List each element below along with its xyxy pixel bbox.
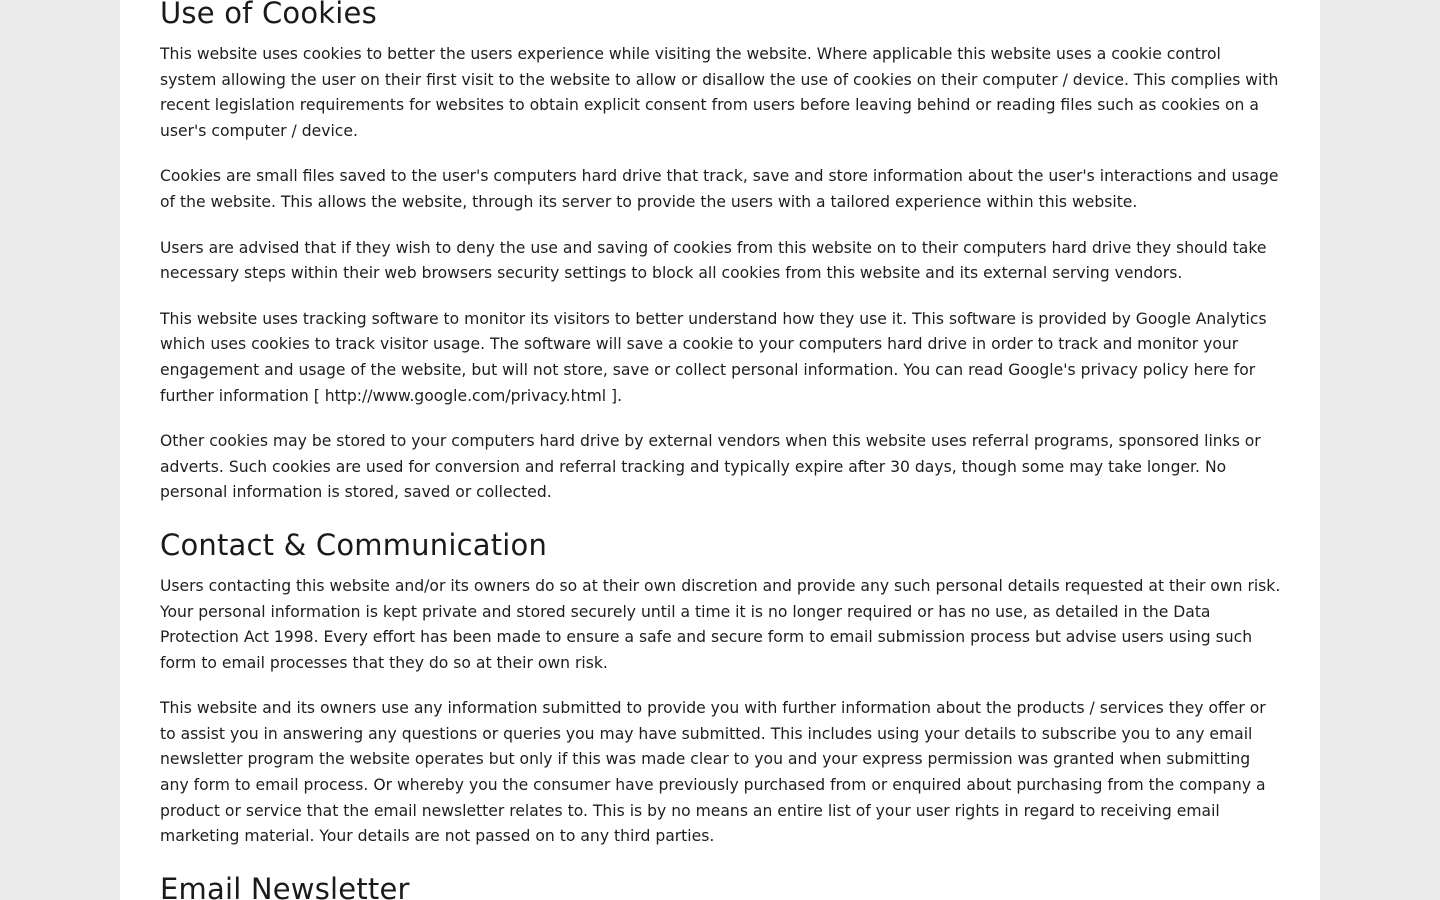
policy-content <box>160 0 1282 900</box>
paragraph-contact-2: This website and its owners use any information submitted to provide you with further information about the products / services they offer or to assist you in answering any questions or queries you may have submitted. This includes using your details to subscribe you to any email newsletter program the website operates but only if this was made clear to you and your express permission was granted when submitting any form to email process. Or whereby you the consumer have previously purchased from or enquired about purchasing from the company a product or service that the email newsletter relates to. This is by no means an entire list of your user rights in regard to receiving email marketing material. Your details are not passed on to any third parties. <box>160 699 1266 846</box>
page-container <box>120 0 1320 900</box>
section-use-of-cookies <box>160 0 1282 506</box>
paragraph-contact-1: Users contacting this website and/or its owners do so at their own discretion and provide any such personal details requested at their own risk. Your personal information is kept private and stored securely until a time it is no longer required or has no use, as detailed in the Data Protection Act 1998. Every effort has been made to ensure a safe and secure form to email submission process but advise users using such form to email processes that they do so at their own risk. <box>160 576 1281 672</box>
paragraph-cookies-5: Other cookies may be stored to your computers hard drive by external vendors when this website uses referral programs, sponsored links or adverts. Such cookies are used for conversion and referral tracking and typically expire after 30 days, though some may take longer. No personal information is stored, saved or collected. <box>160 432 1261 502</box>
paragraph-cookies-1: This website uses cookies to better the users experience while visiting the website. Where applicable this website uses a cookie control system allowing the user on their first visit to the website to allow or disallow the use of cookies on their computer / device. This complies with recent legislation requirements for websites to obtain explicit consent from users before leaving behind or reading files such as cookies on a user's computer / device. <box>160 45 1279 140</box>
section-contact-communication <box>160 526 1282 850</box>
section-heading-contact: Contact & Communication <box>160 527 548 562</box>
section-email-newsletter <box>160 870 1282 900</box>
paragraph-cookies-2: Cookies are small files saved to the user's computers hard drive that track, save and store information about the user's interactions and usage of the website. This allows the website, through its server to provide the users with a tailored experience within this website. <box>160 167 1279 211</box>
paragraph-cookies-4: This website uses tracking software to monitor its visitors to better understand how they use it. This software is provided by Google Analytics which uses cookies to track visitor usage. The software will save a cookie to your computers hard drive in order to track and monitor your engagement and usage of the website, but will not store, save or collect personal information. You can read Google's privacy policy here for further information [ http://www.google.com/privacy.html ]. <box>160 309 1267 405</box>
section-heading-newsletter: Email Newsletter <box>160 871 410 900</box>
section-heading-cookies: Use of Cookies <box>160 0 377 30</box>
paragraph-cookies-3: Users are advised that if they wish to deny the use and saving of cookies from this website on to their computers hard drive they should take necessary steps within their web browsers security settings to block all cookies from this website and its external serving vendors. <box>160 238 1267 283</box>
